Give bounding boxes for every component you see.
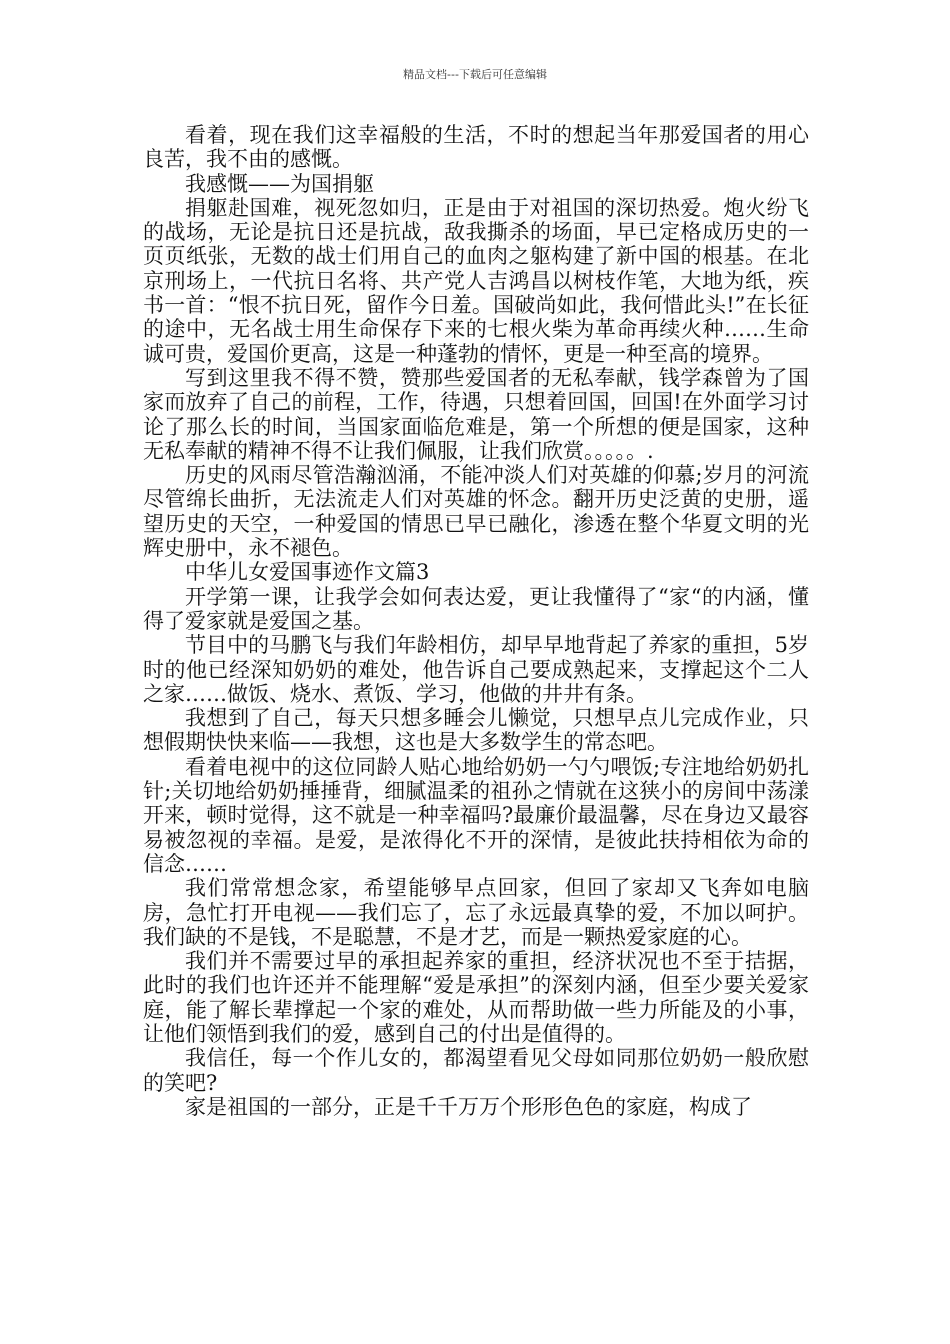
paragraph: 捐躯赴国难，视死忽如归，正是由于对祖国的深切热爱。炮火纷飞的战场，无论是抗日还是抗战，敌我撕杀的场面，早已定格成历史的一页页纸张，无数的战士们用自己的血肉之躯构建了新中国的根基。在北京刑场上，一代抗日名将、共产党人吉鸿昌以树枝作笔，大地为纸，疾书一首：“恨不抗日死，留作今日羞。国破尚如此，我何惜此头!”在长征的途中，无名战士用生命保存下来的七根火柴为革命再续火种……生命诚可贵，爱国价更高，这是一种蓬勃的情怀，更是一种至高的境界。 (143, 195, 809, 366)
paragraph: 节目中的马鹏飞与我们年龄相仿，却早早地背起了养家的重担，5岁时的他已经深知奶奶的难处，他告诉自己要成熟起来，支撑起这个二人之家……做饭、烧水、煮饭、学习，他做的井井有条。 (143, 633, 809, 706)
document-body (143, 123, 809, 1119)
section-heading: 中华儿女爱国事迹作文篇3 (185, 560, 430, 585)
paragraph: 我们常常想念家，希望能够早点回家，但回了家却又飞奔如电脑房，急忙打开电视——我们忘了，忘了永远最真挚的爱，不加以呵护。我们缺的不是钱，不是聪慧，不是才艺，而是一颗热爱家庭的心。 (143, 876, 809, 949)
paragraph: 开学第一课，让我学会如何表达爱，更让我懂得了“家“的内涵，懂得了爱家就是爱国之基。 (143, 584, 809, 633)
page-header: 精品文档---下载后可任意编辑 (403, 68, 547, 81)
paragraph: 我感慨——为国捐躯 (185, 171, 374, 196)
paragraph: 家是祖国的一部分，正是千千万万个形形色色的家庭，构成了 (185, 1094, 752, 1119)
paragraph: 历史的风雨尽管浩瀚汹涌，不能冲淡人们对英雄的仰慕;岁月的河流尽管绵长曲折，无法流走人们对英雄的怀念。翻开历史泛黄的史册，遥望历史的天空，一种爱国的情思已早已融化，渗透在整个华夏文明的光辉史册中，永不褪色。 (143, 463, 809, 561)
paragraph: 看着电视中的这位同龄人贴心地给奶奶一勺勺喂饭;专注地给奶奶扎针;关切地给奶奶捶捶背，细腻温柔的祖孙之情就在这狭小的房间中荡漾开来，顿时觉得，这不就是一种幸福吗?最廉价最温馨，尽在身边又最容易被忽视的幸福。是爱，是浓得化不开的深情，是彼此扶持相依为命的信念…… (143, 754, 809, 876)
paragraph: 写到这里我不得不赞，赞那些爱国者的无私奉献，钱学森曾为了国家而放弃了自己的前程，工作，待遇，只想着回国，回国!在外面学习讨论了那么长的时间，当国家面临危难是，第一个所想的便是国家，这种无私奉献的精神不得不让我们佩服，让我们欣赏。。。。。. (143, 365, 809, 463)
paragraph: 看着，现在我们这幸福般的生活，不时的想起当年那爱国者的用心良苦，我不由的感慨。 (143, 123, 809, 172)
paragraph: 我想到了自己，每天只想多睡会儿懒觉，只想早点儿完成作业，只想假期快快来临——我想，这也是大多数学生的常态吧。 (143, 706, 809, 755)
paragraph: 我信任，每一个作儿女的，都渴望看见父母如同那位奶奶一般欣慰的笑吧? (143, 1046, 809, 1095)
paragraph: 我们并不需要过早的承担起养家的重担，经济状况也不至于拮据，此时的我们也许还并不能理解“爱是承担”的深刻内涵，但至少要关爱家庭，能了解长辈撑起一个家的难处，从而帮助做一些力所能及的小事，让他们领悟到我们的爱，感到自己的付出是值得的。 (143, 949, 809, 1046)
